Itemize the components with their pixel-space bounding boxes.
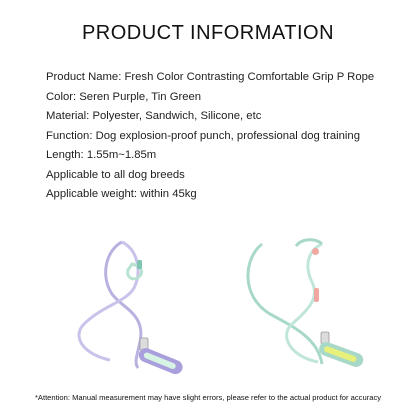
- info-length: Length: 1.55m~1.85m: [46, 149, 157, 161]
- info-color: Color: Seren Purple, Tin Green: [46, 90, 202, 103]
- info-weight: Applicable weight: within 45kg: [46, 188, 197, 200]
- info-breeds: Applicable to all dog breeds: [46, 168, 185, 181]
- product-images: [0, 236, 416, 386]
- info-material: Material: Polyester, Sandwich, Silicone, etc: [46, 110, 262, 122]
- page-title: PRODUCT INFORMATION: [81, 22, 335, 44]
- info-product-name: Product Name: Fresh Color Contrasting Comfortable Grip P Rope: [46, 71, 375, 83]
- info-function: Function: Dog explosion-proof punch, professional dog training: [46, 129, 360, 142]
- product-info-list: [46, 68, 406, 205]
- measurement-note: *Attention: Manual measurement may have slight errors, please refer to the actual product for accuracy: [34, 393, 382, 402]
- green-leash-image: [218, 236, 378, 382]
- purple-leash-image: [54, 236, 204, 382]
